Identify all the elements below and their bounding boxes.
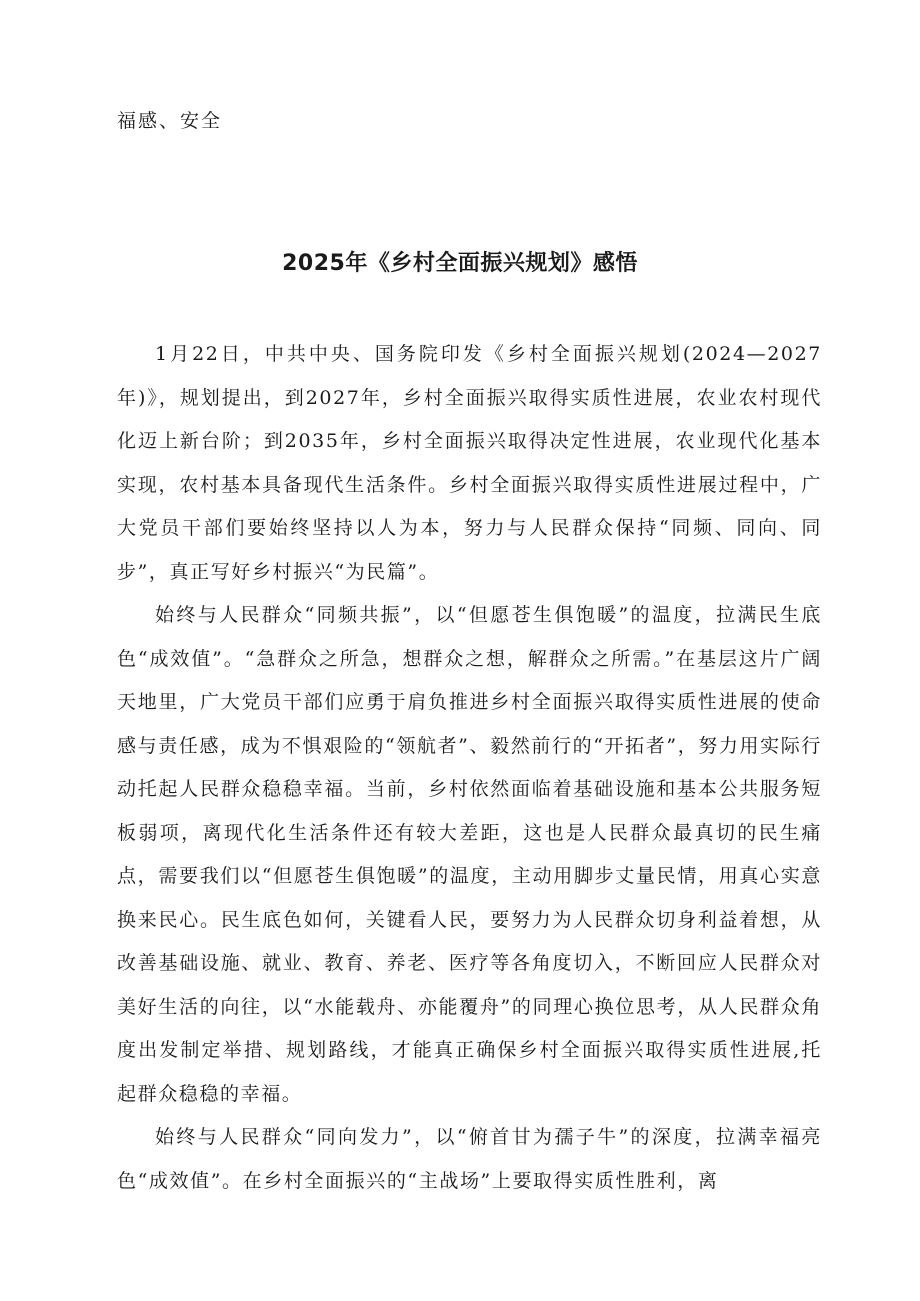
paragraph-same-direction: 始终与人民群众“同向发力”，以“俯首甘为孺子牛”的深度，拉满幸福亮色“成效值”。在乡村全面振兴的“主战场”上要取得实质性胜利，离 xyxy=(117,1126,822,1192)
article-body xyxy=(117,333,822,1203)
continued-text-fragment: 福感、安全 xyxy=(117,110,223,132)
paragraph-intro: 1月22日，中共中央、国务院印发《乡村全面振兴规划(2024—2027年)》，规划提出，到2027年，乡村全面振兴取得实质性进展，农业农村现代化迈上新台阶；到2035年，乡村全面振兴取得决定性进展，农业现代化基本实现，农村基本具备现代生活条件。乡村全面振兴取得实质性进展过程中，广大党员干部们要始终坚持以人为本，努力与人民群众保持“同频、同向、同步”，真正写好乡村振兴“为民篇”。 xyxy=(117,343,822,583)
paragraph-same-frequency: 始终与人民群众“同频共振”，以“但愿苍生俱饱暖”的温度，拉满民生底色“成效值”。“急群众之所急，想群众之想，解群众之所需。”在基层这片广阔天地里，广大党员干部们应勇于肩负推进乡村全面振兴取得实质性进展的使命感与责任感，成为不惧艰险的“领航者”、毅然前行的“开拓者”，努力用实际行动托起人民群众稳稳幸福。当前，乡村依然面临着基础设施和基本公共服务短板弱项，离现代化生活条件还有较大差距，这也是人民群众最真切的民生痛点，需要我们以“但愿苍生俱饱暖”的温度，主动用脚步丈量民情，用真心实意换来民心。民生底色如何，关键看人民，要努力为人民群众切身利益着想，从改善基础设施、就业、教育、养老、医疗等各角度切入，不断回应人民群众对美好生活的向往，以“水能载舟、亦能覆舟”的同理心换位思考，从人民群众角度出发制定举措、规划路线，才能真正确保乡村全面振兴取得实质性进展,托起群众稳稳的幸福。 xyxy=(117,604,822,1105)
article-title: 2025年《乡村全面振兴规划》感悟 xyxy=(282,251,638,276)
